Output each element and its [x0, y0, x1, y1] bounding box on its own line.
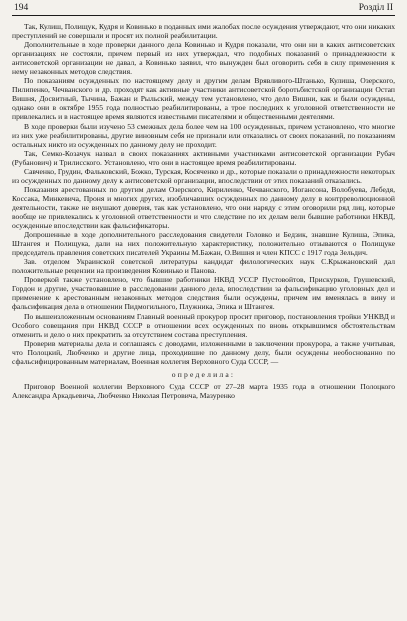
- paragraph-final: Приговор Военной коллегии Верховного Суда СССР от 27–28 марта 1935 года в отношении Полоцкого Александра Аркадьевича, Любченко Николая Петровича, Мазуренко: [12, 381, 395, 400]
- paragraph: Так, Семко-Козачук назвал в своих показаниях активными участниками антисоветской организации Рубач (Рубанович) и Трилисского. Установлено, что они в настоящее время реабилитированы.: [12, 148, 395, 167]
- paragraph: В ходе проверки были изучено 53 смежных дела более чем на 100 осужденных, причем установлено, что многие из них уже реабилитированы, другие виновным себя не признали или отказались от своих показаний, по показаниям остальных никто из осужденных по данному делу не проходит.: [12, 121, 395, 149]
- page-header: [12, 2, 395, 16]
- paragraph: Показания арестованных по другим делам Озерского, Кириленко, Чечванского, Иогансона, Волобуева, Лебедя, Коссака, Минкевича, Проня и многих других, изобличавших осужденных по данному делу в контрреволюционной деятельности, также не внушают доверия, так как установлено, что они наряду с этим оговорили ряд лиц, которые вообще не привлекались к уголовной ответственности и что следствие по их делам вели бывшие работники НКВД, осужденные впоследствии как фальсификаторы.: [12, 184, 395, 231]
- paragraph: Допрошенные в ходе дополнительного расследования свидетели Головко и Бедзик, знавшие Кулиша, Эпика, Штангея и Полищука, дали на них положительную характеристику, положительно отзываются о Полищуке председатель правления советских писателей Украины М.Бажан, О.Вишня и член КПСС с 1917 года Зельдич.: [12, 230, 395, 258]
- paragraph: Савченко, Грудин, Фальковский, Божко, Турская, Косяченко и др., которые показали о принадлежности некоторых из осужденных по данному делу к антисоветской организации, впоследствии от этих показаний отказались.: [12, 166, 395, 185]
- paragraph: Дополнительные в ходе проверки данного дела Ковинько и Кудря показали, что они ни в каких антисоветских организациях не состояли, причем первый из них утверждал, что подобных показаний о принадлежности к антисоветской организации не давал, а Ковинько заявил, что вынужден был оговорить себя в силу применения к нему незаконных методов следствия.: [12, 40, 395, 77]
- paragraph: По показаниям осужденных по настоящему делу и другим делам Врявливого-Штанько, Кулиша, Озерского, Пилипенко, Чечванского и др. проходят как активные участники антисоветской боротьбистской организации Остап Вишня, Досвитный, Тычина, Бажан и Рыльский, между тем установлено, что дело Вишни, как и были осуждены, однако они в октябре 1955 года полностью реабилитированы, а трое последних к уголовной ответственности не привлекались и в настоящее время являются известными писателями и общественными деятелями.: [12, 76, 395, 122]
- paragraph: Проверив материалы дела и соглашаясь с доводами, изложенными в заключении прокурора, а также учитывая, что Полоцкий, Любченко и другие лица, проходившие по данному делу, были осуждены необоснованно по сфальсифицированным материалам, Военная коллегия Верховного Суда СССР, —: [12, 338, 395, 366]
- page-number: 194: [14, 3, 29, 13]
- section-heading: [12, 370, 395, 379]
- section-title: Розділ II: [358, 3, 393, 13]
- document-body: [12, 22, 395, 400]
- paragraph: По вышеизложенным основаниям Главный военный прокурор просит приговор, постановления тройки УНКВД и Особого совещания при НКВД СССР в отношении всех осужденных по вновь открывшимся обстоятельствам отменить и дело о них прекратить за отсутствием состава преступления.: [12, 311, 395, 339]
- paragraph: Так, Кулиш, Полищук, Кудря и Ковинько в поданных ими жалобах после осуждения утверждают, что они никаких преступлений не совершали и просят их полной реабилитации.: [12, 22, 395, 41]
- paragraph: Проверкой также установлено, что бывшие работники НКВД УССР Пустовойтов, Прискурков, Грушевский, Гордон и другие, участвовавшие в расследовании данного дела, впоследствии за фальсификацию уголовных дел и применение к арестованным незаконных методов следствия были осуждены, причем им вменялась в вину и фальсификация дела в отношении Пидмогильного, Плужника, Эпика и Штангея.: [12, 275, 395, 312]
- heading-text: определила:: [171, 369, 236, 379]
- paragraph: Зав. отделом Украинской советской литературы кандидат филологических наук С.Крыжановский дал положительные рецензии на произведения Ковинько и Панова.: [12, 257, 395, 276]
